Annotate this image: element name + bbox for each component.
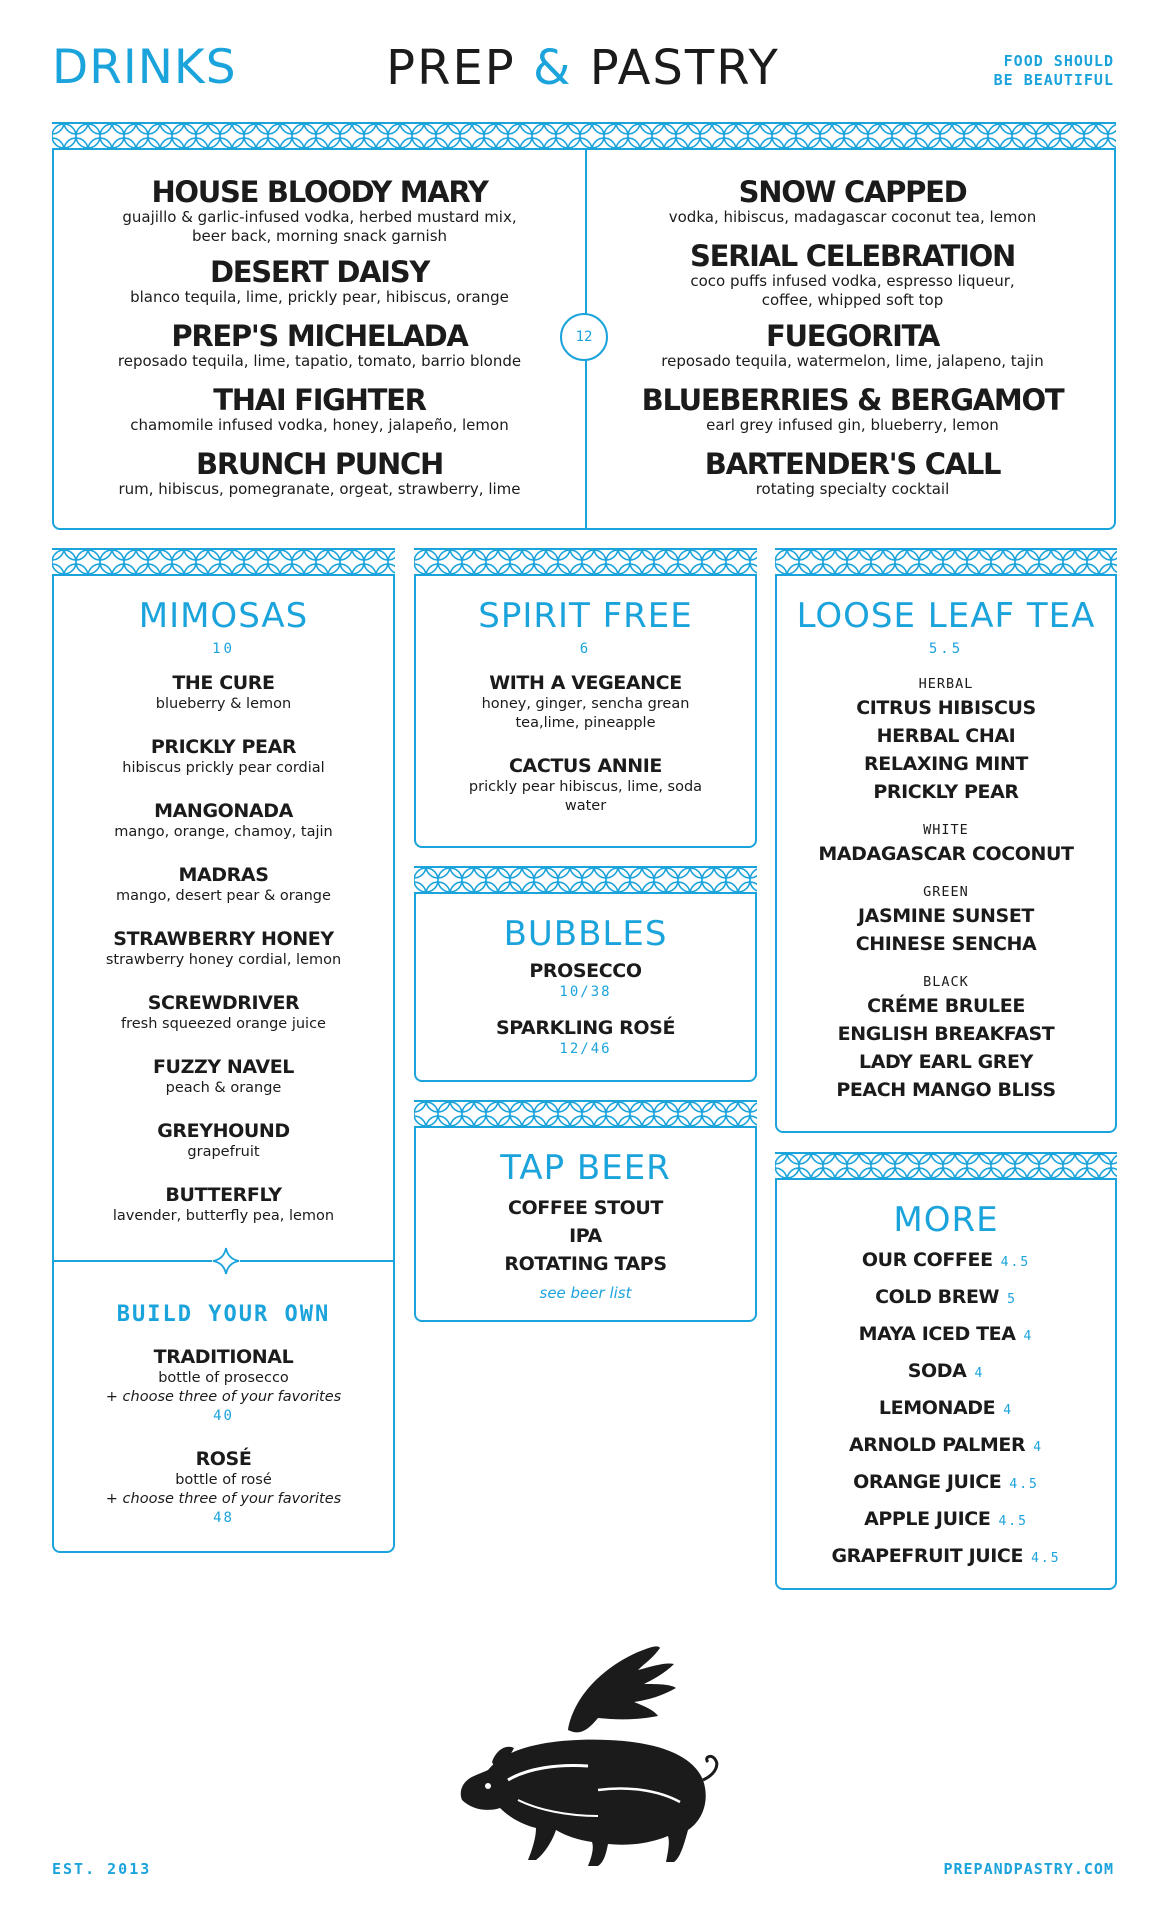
- mimosa-name: SCREWDRIVER: [147, 992, 300, 1014]
- mimosa-description: peach & orange: [165, 1080, 282, 1096]
- tea-item: CITRUS HIBISCUS: [856, 697, 1036, 719]
- cocktail-description: rum, hibiscus, pomegranate, orgeat, strawberry, lime: [118, 480, 521, 498]
- mimosa-name: BUTTERFLY: [165, 1184, 282, 1206]
- tap-beer-item: COFFEE STOUT: [507, 1197, 663, 1219]
- build-your-own-item: [54, 1346, 393, 1426]
- tap-beer-list: [416, 1194, 755, 1278]
- cocktail-name: FUEGORITA: [765, 319, 940, 353]
- more-list: [777, 1242, 1115, 1575]
- tea-item: LADY EARL GREY: [859, 1051, 1033, 1073]
- cocktail-description: reposado tequila, lime, tapatio, tomato, barrio blonde: [117, 352, 522, 370]
- spirit-free-name: CACTUS ANNIE: [508, 755, 663, 777]
- scallop-pattern: [775, 548, 1117, 576]
- tea-category: BLACK: [923, 974, 969, 990]
- beer-list-note: see beer list: [539, 1284, 632, 1302]
- scallop-pattern: [414, 866, 757, 894]
- brand-title: [0, 40, 1166, 96]
- mimosa-name: MANGONADA: [154, 800, 293, 822]
- mimosas-price: 10: [212, 641, 235, 657]
- mimosa-name: STRAWBERRY HONEY: [113, 928, 334, 950]
- tap-beer-title: TAP BEER: [500, 1148, 671, 1188]
- bubbles-title: BUBBLES: [503, 914, 668, 954]
- cocktail-name: SNOW CAPPED: [738, 175, 967, 209]
- tea-group: [777, 972, 1115, 1104]
- cocktail-item: [54, 176, 585, 246]
- build-your-own-description: bottle of prosecco: [158, 1370, 289, 1386]
- cocktail-description: vodka, hibiscus, madagascar coconut tea, lemon: [668, 208, 1037, 226]
- build-your-own-item: [54, 1448, 393, 1528]
- mimosa-description: blueberry & lemon: [155, 696, 292, 712]
- menu-section-heading: DRINKS: [52, 40, 237, 95]
- more-item: [777, 1427, 1115, 1464]
- mimosas-title: MIMOSAS: [138, 596, 309, 636]
- spirit-free-item: [416, 755, 755, 816]
- mimosa-description: grapefruit: [187, 1144, 260, 1160]
- cocktail-description: rotating specialty cocktail: [755, 480, 950, 498]
- mimosa-description: lavender, butterfly pea, lemon: [112, 1208, 335, 1224]
- more-item: [777, 1316, 1115, 1353]
- spirit-free-box: [414, 548, 757, 848]
- cocktail-name: BARTENDER'S CALL: [704, 447, 1001, 481]
- tea-item: RELAXING MINT: [864, 753, 1028, 775]
- tagline-line: FOOD SHOULD: [1003, 52, 1114, 70]
- spirit-free-description: tea,lime, pineapple: [515, 715, 656, 731]
- cocktail-description: blanco tequila, lime, prickly pear, hibiscus, orange: [130, 288, 509, 306]
- scallop-pattern: [775, 1152, 1117, 1180]
- cocktail-name: SERIAL CELEBRATION: [690, 239, 1015, 273]
- tap-beer-item: IPA: [569, 1225, 602, 1247]
- tap-beer-box: [414, 1100, 757, 1322]
- bubbles-box: [414, 866, 757, 1082]
- tea-price: 5.5: [928, 641, 964, 657]
- more-item-name: LEMONADE: [878, 1397, 996, 1419]
- tea-item: JASMINE SUNSET: [858, 905, 1034, 927]
- spirit-free-price: 6: [579, 641, 592, 657]
- mimosa-item: [54, 672, 393, 714]
- build-your-own-name: ROSÉ: [195, 1448, 252, 1470]
- spirit-free-description: honey, ginger, sencha grean: [481, 696, 690, 712]
- mimosa-description: fresh squeezed orange juice: [121, 1016, 326, 1032]
- mimosa-description: mango, orange, chamoy, tajin: [114, 824, 333, 840]
- mimosa-item: [54, 992, 393, 1034]
- tea-group: [777, 882, 1115, 958]
- tea-group: [777, 820, 1115, 868]
- cocktail-name: HOUSE BLOODY MARY: [151, 175, 488, 209]
- mimosa-item: [54, 1120, 393, 1162]
- cocktail-description: chamomile infused vodka, honey, jalapeño, lemon: [130, 416, 509, 434]
- mimosa-item: [54, 1184, 393, 1226]
- tea-group: [777, 674, 1115, 806]
- tea-item: CRÉME BRULEE: [867, 995, 1025, 1017]
- more-item-name: ORANGE JUICE: [853, 1471, 1002, 1493]
- bubbles-item: [416, 1017, 755, 1059]
- cocktail-item: [587, 176, 1118, 227]
- more-item-price: 4: [1003, 1403, 1014, 1418]
- more-item-price: 5: [1007, 1292, 1017, 1307]
- more-item: [777, 1464, 1115, 1501]
- more-item-price: 4.5: [1031, 1551, 1061, 1566]
- build-your-own-note: + choose three of your favorites: [105, 1389, 342, 1405]
- cocktail-item: [587, 320, 1118, 371]
- more-item-price: 4: [974, 1366, 985, 1381]
- tea-box: [775, 548, 1117, 1133]
- build-your-own-description: bottle of rosé: [175, 1472, 272, 1488]
- mimosa-name: GREYHOUND: [157, 1120, 290, 1142]
- spirit-free-description: water: [564, 798, 607, 814]
- scallop-pattern: [414, 1100, 757, 1128]
- spirit-free-title: SPIRIT FREE: [478, 596, 693, 636]
- tea-item: ENGLISH BREAKFAST: [837, 1023, 1055, 1045]
- mimosa-description: mango, desert pear & orange: [116, 888, 331, 904]
- more-item-name: MAYA ICED TEA: [858, 1323, 1016, 1345]
- cocktails-right-column: [587, 176, 1118, 512]
- mimosas-box: [52, 548, 395, 1553]
- brand-word-pastry: PASTRY: [589, 40, 780, 96]
- bubbles-list: [416, 960, 755, 1074]
- more-item-price: 4.5: [998, 1514, 1028, 1529]
- cocktail-item: [54, 256, 585, 307]
- cocktail-name: DESERT DAISY: [209, 255, 430, 289]
- mimosa-item: [54, 800, 393, 842]
- cocktail-item: [587, 384, 1118, 435]
- tea-item: PEACH MANGO BLISS: [836, 1079, 1056, 1101]
- mimosa-name: PRICKLY PEAR: [150, 736, 297, 758]
- mimosa-item: [54, 736, 393, 778]
- mimosa-item: [54, 864, 393, 906]
- more-item-name: GRAPEFRUIT JUICE: [831, 1545, 1024, 1567]
- diamond-star-icon: [212, 1247, 240, 1275]
- mimosa-item: [54, 1056, 393, 1098]
- scallop-pattern: [414, 548, 757, 576]
- tea-category: GREEN: [923, 884, 969, 900]
- build-your-own-price: 48: [213, 1510, 234, 1526]
- scallop-pattern: [52, 122, 1116, 150]
- tagline: [994, 52, 1114, 90]
- mimosa-name: THE CURE: [172, 672, 275, 694]
- tea-list: [777, 674, 1115, 1118]
- mimosa-description: strawberry honey cordial, lemon: [105, 952, 342, 968]
- more-item: [777, 1279, 1115, 1316]
- more-item-name: SODA: [907, 1360, 967, 1382]
- spirit-free-description: prickly pear hibiscus, lime, soda: [468, 779, 703, 795]
- cocktail-item: [54, 448, 585, 499]
- tea-item: MADAGASCAR COCONUT: [818, 843, 1074, 865]
- cocktail-description: earl grey infused gin, blueberry, lemon: [706, 416, 999, 434]
- established-year: EST. 2013: [52, 1860, 152, 1878]
- more-item-price: 4: [1023, 1329, 1034, 1344]
- brand-ampersand: &: [533, 40, 573, 96]
- cocktail-item: [587, 240, 1118, 310]
- flying-pig-icon: [448, 1640, 728, 1880]
- build-your-own-price: 40: [213, 1408, 234, 1424]
- more-item-name: OUR COFFEE: [861, 1249, 993, 1271]
- bubbles-item: [416, 960, 755, 1002]
- tea-item: HERBAL CHAI: [876, 725, 1016, 747]
- scallop-pattern: [52, 548, 395, 576]
- more-item-name: COLD BREW: [875, 1286, 1000, 1308]
- website-link[interactable]: PREPANDPASTRY.COM: [943, 1860, 1114, 1878]
- cocktail-price-badge: 12: [560, 313, 608, 361]
- cocktail-name: BRUNCH PUNCH: [196, 447, 443, 481]
- cocktail-description: beer back, morning snack garnish: [191, 227, 448, 245]
- tea-item: PRICKLY PEAR: [873, 781, 1019, 803]
- bubbles-price: 12/46: [559, 1041, 612, 1057]
- mimosa-description: hibiscus prickly pear cordial: [122, 760, 325, 776]
- cocktails-left-column: [54, 176, 585, 512]
- cocktail-name: BLUEBERRIES & BERGAMOT: [641, 383, 1064, 417]
- more-item-price: 4.5: [1009, 1477, 1039, 1492]
- mimosa-name: FUZZY NAVEL: [152, 1056, 295, 1078]
- more-item-price: 4.5: [1000, 1255, 1031, 1270]
- more-item: [777, 1501, 1115, 1538]
- more-item-name: APPLE JUICE: [864, 1508, 991, 1530]
- build-your-own-note: + choose three of your favorites: [105, 1491, 342, 1507]
- build-your-own-name: TRADITIONAL: [153, 1346, 294, 1368]
- more-box: [775, 1152, 1117, 1590]
- cocktail-name: THAI FIGHTER: [213, 383, 426, 417]
- build-your-own-list: [54, 1346, 393, 1550]
- tea-title: LOOSE LEAF TEA: [796, 596, 1096, 636]
- mimosa-item: [54, 928, 393, 970]
- more-item-name: ARNOLD PALMER: [848, 1434, 1026, 1456]
- spirit-free-list: [416, 672, 755, 838]
- cocktail-item: [54, 384, 585, 435]
- mimosa-name: MADRAS: [178, 864, 269, 886]
- cocktail-description: reposado tequila, watermelon, lime, jalapeno, tajin: [661, 352, 1044, 370]
- more-title: MORE: [893, 1200, 999, 1240]
- build-your-own-title: BUILD YOUR OWN: [116, 1302, 331, 1327]
- more-item: [777, 1390, 1115, 1427]
- more-item: [777, 1538, 1115, 1575]
- tea-category: WHITE: [923, 822, 969, 838]
- tagline-line: BE BEAUTIFUL: [993, 71, 1114, 89]
- cocktail-description: coco puffs infused vodka, espresso liqueur,: [690, 272, 1015, 290]
- cocktail-item: [54, 320, 585, 371]
- spirit-free-item: [416, 672, 755, 733]
- bubbles-name: SPARKLING ROSÉ: [495, 1017, 676, 1039]
- spirit-free-name: WITH A VEGEANCE: [489, 672, 682, 694]
- mimosas-list: [54, 672, 393, 1248]
- tap-beer-item: ROTATING TAPS: [504, 1253, 667, 1275]
- more-item: [777, 1353, 1115, 1390]
- brand-word-prep: PREP: [386, 40, 516, 96]
- more-item: [777, 1242, 1115, 1279]
- cocktail-item: [587, 448, 1118, 499]
- cocktail-description: coffee, whipped soft top: [761, 291, 944, 309]
- cocktail-name: PREP'S MICHELADA: [171, 319, 468, 353]
- cocktail-description: guajillo & garlic-infused vodka, herbed mustard mix,: [122, 208, 517, 226]
- bubbles-name: PROSECCO: [529, 960, 642, 982]
- tea-item: CHINESE SENCHA: [855, 933, 1037, 955]
- bubbles-price: 10/38: [559, 984, 612, 1000]
- more-item-price: 4: [1033, 1440, 1044, 1455]
- tea-category: HERBAL: [918, 676, 974, 692]
